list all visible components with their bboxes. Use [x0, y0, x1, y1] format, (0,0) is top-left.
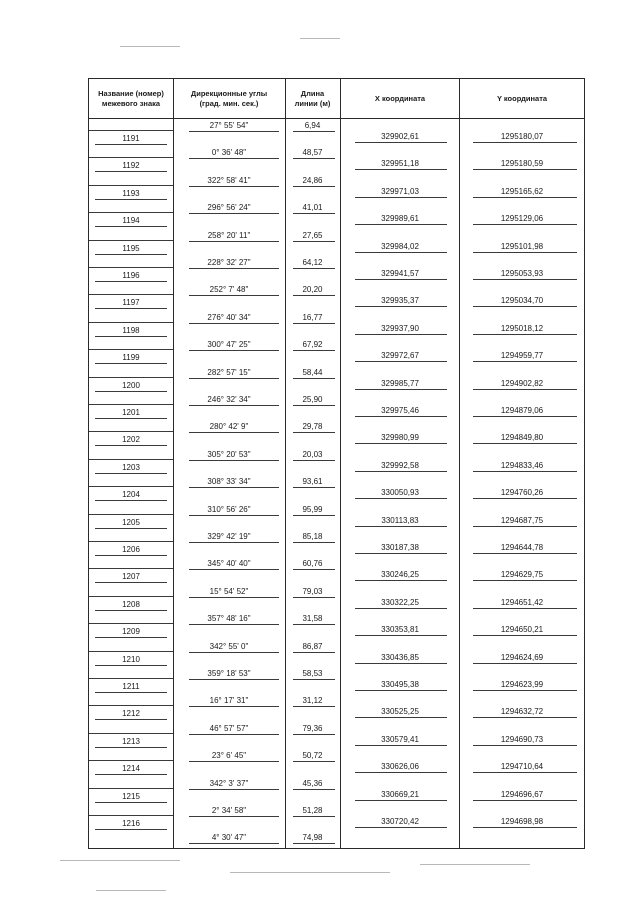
line-length-cell: 58,44: [302, 367, 323, 377]
row-line: [293, 158, 335, 159]
x-coordinate-cell: 330525,25: [381, 707, 419, 717]
row-line: [89, 623, 173, 624]
row-line: [189, 432, 279, 433]
row-line: [95, 336, 167, 337]
direction-angle-cell: 252° 7' 48": [209, 285, 249, 295]
row-line: [355, 635, 447, 636]
row-line: [293, 789, 335, 790]
row-line: [473, 608, 577, 609]
row-line: [293, 405, 335, 406]
x-coordinate-cell: 329980,99: [381, 433, 419, 443]
x-coordinate-cell: 330495,38: [381, 680, 419, 689]
y-coordinate-cell: 1295101,98: [500, 241, 544, 251]
row-line: [293, 350, 335, 351]
row-line: [95, 473, 167, 474]
y-coordinate-cell: 1294690,73: [500, 734, 544, 744]
row-line: [95, 610, 167, 611]
row-line: [473, 471, 577, 472]
row-line: [355, 279, 447, 280]
y-coordinate-cell: 1294624,69: [500, 652, 544, 662]
row-line: [293, 652, 335, 653]
row-line: [89, 240, 173, 241]
direction-angle-cell: 300° 47' 25": [207, 340, 251, 350]
row-line: [189, 241, 279, 242]
row-line: [355, 197, 447, 198]
point-name-cell: 1207: [122, 572, 140, 582]
row-line: [95, 281, 167, 282]
row-line: [89, 733, 173, 734]
row-line: [293, 624, 335, 625]
direction-angle-cell: 2° 34' 58": [211, 806, 247, 815]
row-line: [89, 431, 173, 432]
row-line: [189, 679, 279, 680]
line-length-cell: 64,12: [302, 258, 323, 267]
direction-angle-cell: 345° 40' 40": [207, 559, 251, 569]
row-line: [355, 608, 447, 609]
x-coordinate-cell: 330353,81: [381, 625, 419, 635]
row-line: [89, 459, 173, 460]
row-line: [89, 815, 173, 816]
header-point-name: Название (номер) межевого знака: [98, 89, 164, 108]
header-direction-angle: Дирекционные углы (град. мин. сек.): [190, 89, 268, 108]
direction-angle-cell: 322° 58' 41": [207, 175, 251, 185]
row-line: [189, 323, 279, 324]
direction-angle-cell: 258° 20' 11": [207, 230, 251, 240]
header-x-coordinate: X координата: [374, 94, 426, 103]
row-line: [355, 800, 447, 801]
point-name-cell: 1206: [122, 545, 140, 554]
row-line: [473, 772, 577, 773]
row-line: [189, 624, 279, 625]
row-line: [355, 827, 447, 828]
row-line: [355, 580, 447, 581]
y-coordinate-cell: 1294696,67: [500, 789, 544, 799]
point-name-cell: 1208: [122, 599, 140, 609]
row-line: [95, 802, 167, 803]
x-coordinate-cell: 330720,42: [381, 817, 419, 826]
row-line: [473, 416, 577, 417]
row-line: [89, 651, 173, 652]
point-name-cell: 1202: [122, 435, 140, 445]
row-line: [189, 515, 279, 516]
row-line: [189, 460, 279, 461]
direction-angle-cell: 27° 55' 54": [209, 121, 249, 130]
point-name-cell: 1195: [122, 243, 140, 253]
row-line: [189, 405, 279, 406]
row-line: [95, 829, 167, 830]
point-name-cell: 1198: [122, 325, 140, 335]
row-line: [355, 252, 447, 253]
row-line: [293, 241, 335, 242]
row-line: [473, 498, 577, 499]
direction-angle-cell: 280° 42' 9": [209, 422, 249, 432]
row-line: [473, 635, 577, 636]
row-line: [293, 323, 335, 324]
direction-angle-cell: 329° 42' 19": [207, 532, 251, 541]
row-line: [293, 569, 335, 570]
y-coordinate-cell: 1295018,12: [500, 323, 544, 333]
row-line: [95, 418, 167, 419]
point-name-cell: 1214: [122, 764, 140, 774]
x-coordinate-cell: 330436,85: [381, 652, 419, 662]
x-coordinate-cell: 329937,90: [381, 323, 419, 333]
row-line: [293, 542, 335, 543]
row-line: [473, 443, 577, 444]
row-line: [95, 144, 167, 145]
line-length-cell: 41,01: [302, 203, 323, 213]
row-line: [355, 745, 447, 746]
row-line: [95, 226, 167, 227]
point-name-cell: 1213: [122, 736, 140, 746]
row-line: [293, 131, 335, 132]
y-coordinate-cell: 1295034,70: [500, 296, 544, 306]
direction-angle-cell: 16° 17' 31": [209, 696, 249, 706]
direction-angle-cell: 246° 32' 34": [207, 395, 251, 404]
row-line: [293, 487, 335, 488]
direction-angle-cell: 305° 20' 53": [207, 449, 251, 459]
row-line: [189, 597, 279, 598]
row-line: [95, 719, 167, 720]
row-line: [95, 445, 167, 446]
row-line: [473, 717, 577, 718]
row-line: [473, 800, 577, 801]
line-length-cell: 45,36: [302, 778, 323, 788]
row-line: [473, 169, 577, 170]
point-name-cell: 1211: [122, 682, 140, 691]
direction-angle-cell: 4° 30' 47": [211, 833, 247, 843]
row-line: [95, 665, 167, 666]
x-coordinate-cell: 330579,41: [381, 734, 419, 744]
row-line: [95, 199, 167, 200]
row-line: [189, 569, 279, 570]
direction-angle-cell: 228° 32' 27": [207, 258, 251, 267]
row-line: [89, 788, 173, 789]
y-coordinate-cell: 1294644,78: [500, 543, 544, 552]
direction-angle-cell: 46° 57' 57": [209, 723, 249, 733]
point-name-cell: 1192: [122, 161, 140, 171]
y-coordinate-cell: 1294710,64: [500, 762, 544, 772]
row-line: [293, 432, 335, 433]
line-length-cell: 67,92: [302, 340, 323, 350]
line-length-cell: 93,61: [302, 477, 323, 487]
line-length-cell: 16,77: [302, 312, 323, 322]
row-line: [89, 185, 173, 186]
direction-angle-cell: 296° 56' 24": [207, 203, 251, 213]
row-line: [95, 582, 167, 583]
table-header: [89, 79, 584, 119]
row-line: [473, 306, 577, 307]
x-coordinate-cell: 330050,93: [381, 488, 419, 498]
row-line: [95, 254, 167, 255]
row-line: [95, 774, 167, 775]
y-coordinate-cell: 1294902,82: [500, 378, 544, 388]
row-line: [189, 734, 279, 735]
y-coordinate-cell: 1294623,99: [500, 680, 544, 689]
direction-angle-cell: 276° 40' 34": [207, 312, 251, 322]
y-coordinate-cell: 1295053,93: [500, 269, 544, 278]
x-coordinate-cell: 330113,83: [381, 515, 419, 525]
row-line: [95, 555, 167, 556]
row-line: [293, 597, 335, 598]
x-coordinate-cell: 329972,67: [381, 351, 419, 361]
line-length-cell: 50,72: [302, 751, 323, 761]
row-line: [473, 663, 577, 664]
x-coordinate-cell: 329975,46: [381, 406, 419, 415]
row-line: [89, 212, 173, 213]
line-length-cell: 86,87: [302, 641, 323, 651]
y-coordinate-cell: 1295180,07: [500, 132, 544, 141]
y-coordinate-cell: 1294632,72: [500, 707, 544, 717]
boundary-coordinates-table: [88, 78, 585, 849]
point-name-cell: 1215: [122, 791, 140, 801]
direction-angle-cell: 282° 57' 15": [207, 367, 251, 377]
line-length-cell: 74,98: [302, 833, 323, 843]
direction-angle-cell: 310° 56' 26": [207, 504, 251, 514]
row-line: [89, 705, 173, 706]
point-name-cell: 1191: [122, 134, 140, 143]
row-line: [189, 186, 279, 187]
line-length-cell: 79,36: [302, 723, 323, 733]
line-length-cell: 51,28: [302, 806, 323, 815]
point-name-cell: 1194: [122, 216, 140, 226]
row-line: [473, 142, 577, 143]
row-line: [355, 443, 447, 444]
point-name-cell: 1205: [122, 517, 140, 527]
point-name-cell: 1200: [122, 380, 140, 390]
row-line: [473, 197, 577, 198]
x-coordinate-cell: 329989,61: [381, 214, 419, 224]
row-line: [473, 224, 577, 225]
y-coordinate-cell: 1294698,98: [500, 817, 544, 826]
line-length-cell: 48,57: [302, 148, 323, 158]
row-line: [89, 568, 173, 569]
x-coordinate-cell: 329985,77: [381, 378, 419, 388]
row-line: [473, 580, 577, 581]
line-length-cell: 60,76: [302, 559, 323, 569]
row-line: [189, 378, 279, 379]
line-length-cell: 79,03: [302, 586, 323, 596]
line-length-cell: 25,90: [302, 395, 323, 404]
row-line: [355, 526, 447, 527]
row-line: [89, 404, 173, 405]
point-name-cell: 1209: [122, 627, 140, 637]
row-line: [95, 747, 167, 748]
x-coordinate-cell: 330626,06: [381, 762, 419, 772]
row-line: [95, 637, 167, 638]
x-coordinate-cell: 329902,61: [381, 132, 419, 141]
row-line: [293, 268, 335, 269]
row-line: [89, 541, 173, 542]
point-name-cell: 1204: [122, 490, 140, 500]
row-line: [293, 213, 335, 214]
row-line: [89, 760, 173, 761]
x-coordinate-cell: 329951,18: [381, 159, 419, 169]
row-line: [473, 389, 577, 390]
x-coordinate-cell: 329971,03: [381, 186, 419, 196]
row-line: [355, 306, 447, 307]
row-line: [89, 267, 173, 268]
y-coordinate-cell: 1294650,21: [500, 625, 544, 635]
row-line: [355, 498, 447, 499]
row-line: [189, 350, 279, 351]
row-line: [95, 500, 167, 501]
row-line: [293, 816, 335, 817]
row-line: [293, 843, 335, 844]
direction-angle-cell: 357° 48' 16": [207, 614, 251, 624]
row-line: [355, 334, 447, 335]
x-coordinate-cell: 329935,37: [381, 296, 419, 306]
row-line: [89, 322, 173, 323]
row-line: [473, 252, 577, 253]
row-line: [89, 514, 173, 515]
y-coordinate-cell: 1295129,06: [500, 214, 544, 224]
row-line: [95, 171, 167, 172]
row-line: [189, 487, 279, 488]
direction-angle-cell: 308° 33' 34": [207, 477, 251, 487]
line-length-cell: 95,99: [302, 504, 323, 514]
row-line: [95, 391, 167, 392]
point-name-cell: 1216: [122, 819, 140, 828]
row-line: [355, 663, 447, 664]
row-line: [293, 706, 335, 707]
row-line: [189, 843, 279, 844]
y-coordinate-cell: 1294687,75: [500, 515, 544, 525]
row-line: [189, 213, 279, 214]
row-line: [89, 678, 173, 679]
row-line: [473, 827, 577, 828]
row-line: [189, 789, 279, 790]
point-name-cell: 1203: [122, 462, 140, 472]
line-length-cell: 20,03: [302, 449, 323, 459]
direction-angle-cell: 359° 18' 53": [207, 669, 251, 678]
row-line: [293, 295, 335, 296]
row-line: [293, 460, 335, 461]
row-line: [473, 553, 577, 554]
point-name-cell: 1201: [122, 408, 140, 417]
row-line: [189, 542, 279, 543]
row-line: [355, 717, 447, 718]
row-line: [293, 679, 335, 680]
line-length-cell: 20,20: [302, 285, 323, 295]
row-line: [355, 224, 447, 225]
point-name-cell: 1199: [122, 353, 140, 363]
row-line: [95, 308, 167, 309]
y-coordinate-cell: 1294849,80: [500, 433, 544, 443]
row-line: [355, 142, 447, 143]
row-line: [293, 186, 335, 187]
row-line: [89, 349, 173, 350]
x-coordinate-cell: 329984,02: [381, 241, 419, 251]
row-line: [189, 816, 279, 817]
row-line: [89, 157, 173, 158]
y-coordinate-cell: 1295165,62: [500, 186, 544, 196]
header-y-coordinate: Y координата: [496, 94, 548, 103]
row-line: [355, 361, 447, 362]
point-name-cell: 1210: [122, 654, 140, 664]
row-line: [89, 596, 173, 597]
point-name-cell: 1197: [122, 298, 140, 308]
row-line: [95, 363, 167, 364]
line-length-cell: 31,12: [302, 696, 323, 706]
row-line: [355, 553, 447, 554]
direction-angle-cell: 0° 36' 48": [211, 148, 247, 158]
row-line: [355, 389, 447, 390]
direction-angle-cell: 342° 3' 37": [209, 778, 249, 788]
x-coordinate-cell: 330669,21: [381, 789, 419, 799]
y-coordinate-cell: 1294879,06: [500, 406, 544, 415]
row-line: [473, 279, 577, 280]
row-line: [473, 361, 577, 362]
y-coordinate-cell: 1294833,46: [500, 460, 544, 470]
row-line: [189, 295, 279, 296]
point-name-cell: 1193: [122, 188, 140, 198]
row-line: [89, 130, 173, 131]
row-line: [293, 734, 335, 735]
row-line: [355, 169, 447, 170]
header-line-length: Длина линии (м): [294, 89, 331, 108]
x-coordinate-cell: 330246,25: [381, 570, 419, 580]
x-coordinate-cell: 330322,25: [381, 597, 419, 607]
row-line: [189, 761, 279, 762]
direction-angle-cell: 342° 55' 0": [209, 641, 249, 651]
line-length-cell: 6,94: [304, 121, 321, 130]
point-name-cell: 1212: [122, 709, 140, 719]
line-length-cell: 31,58: [302, 614, 323, 624]
line-length-cell: 29,78: [302, 422, 323, 432]
row-line: [293, 761, 335, 762]
row-line: [473, 334, 577, 335]
row-line: [89, 377, 173, 378]
y-coordinate-cell: 1294651,42: [500, 597, 544, 607]
x-coordinate-cell: 330187,38: [381, 543, 419, 552]
row-line: [473, 526, 577, 527]
row-line: [355, 471, 447, 472]
line-length-cell: 85,18: [302, 532, 323, 541]
row-line: [355, 416, 447, 417]
row-line: [189, 158, 279, 159]
row-line: [189, 706, 279, 707]
y-coordinate-cell: 1294760,26: [500, 488, 544, 498]
line-length-cell: 58,53: [302, 669, 323, 678]
row-line: [355, 690, 447, 691]
line-length-cell: 27,65: [302, 230, 323, 240]
x-coordinate-cell: 329941,57: [381, 269, 419, 278]
row-line: [293, 515, 335, 516]
y-coordinate-cell: 1294959,77: [500, 351, 544, 361]
row-line: [95, 528, 167, 529]
row-line: [189, 652, 279, 653]
row-line: [95, 692, 167, 693]
row-line: [189, 268, 279, 269]
direction-angle-cell: 15° 54' 52": [209, 586, 249, 596]
row-line: [293, 378, 335, 379]
x-coordinate-cell: 329992,58: [381, 460, 419, 470]
row-line: [473, 690, 577, 691]
row-line: [473, 745, 577, 746]
point-name-cell: 1196: [122, 271, 140, 280]
line-length-cell: 24,86: [302, 175, 323, 185]
y-coordinate-cell: 1295180,59: [500, 159, 544, 169]
row-line: [89, 486, 173, 487]
row-line: [189, 131, 279, 132]
row-line: [89, 294, 173, 295]
direction-angle-cell: 23° 6' 45": [211, 751, 247, 761]
y-coordinate-cell: 1294629,75: [500, 570, 544, 580]
row-line: [355, 772, 447, 773]
